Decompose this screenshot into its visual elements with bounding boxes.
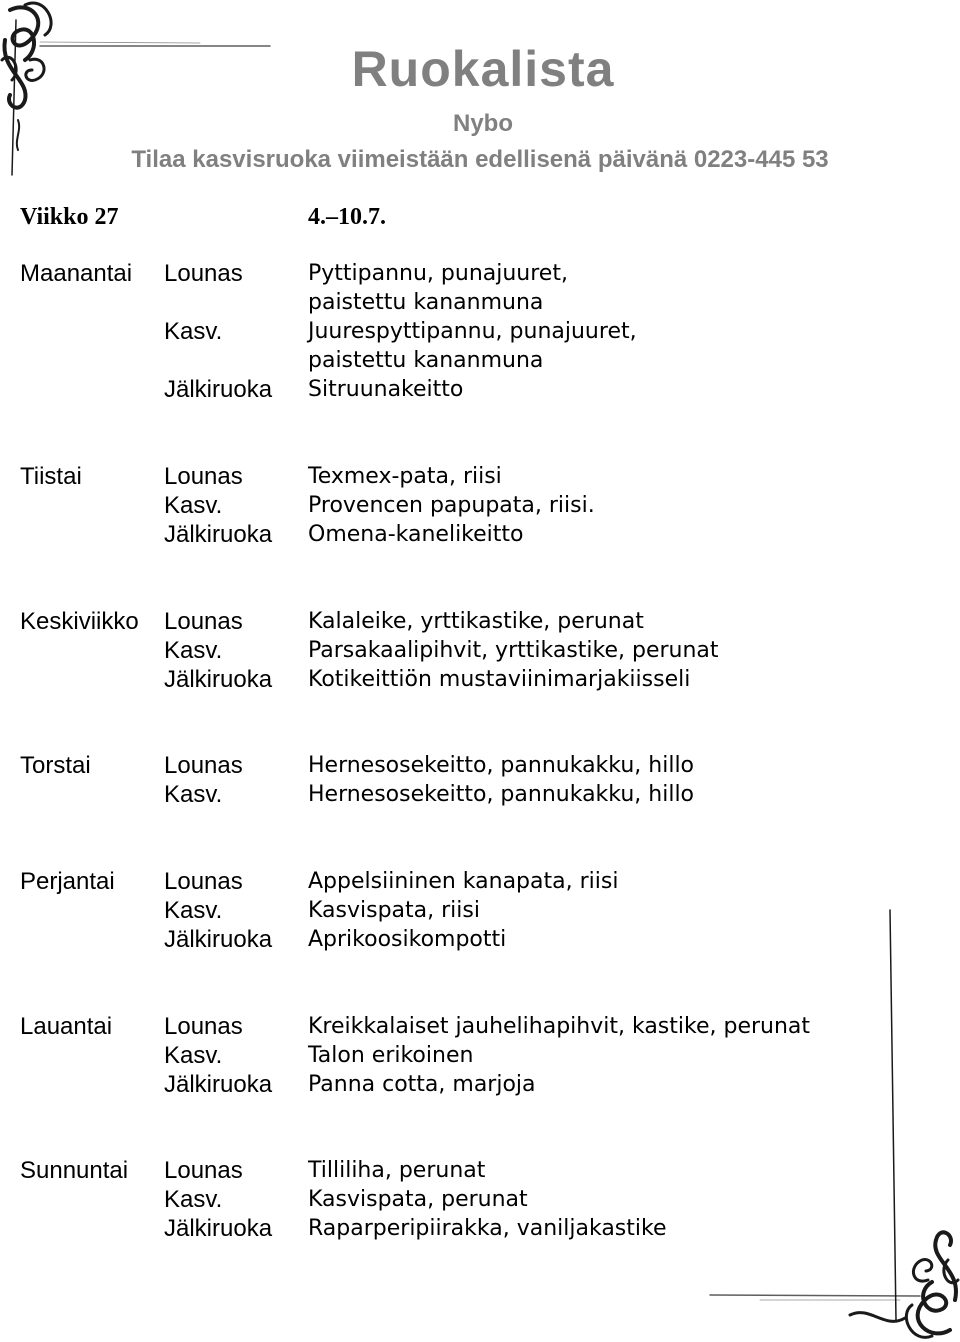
meal-type-dessert: Jälkiruoka — [164, 926, 273, 953]
meal-type-vegetarian: Kasv. — [164, 637, 223, 664]
vegetarian-dish: Kasvispata, perunat — [308, 1187, 528, 1212]
menu-line — [0, 666, 960, 695]
menu-line — [0, 1042, 960, 1071]
week-label: Viikko 27 — [20, 204, 119, 230]
menu-line — [0, 521, 960, 550]
dessert-dish: Panna cotta, marjoja — [308, 1072, 536, 1097]
menu-line — [0, 376, 960, 405]
menu-line — [0, 318, 960, 347]
menu-line — [0, 1186, 960, 1215]
lunch-dish-continued: paistettu kananmuna — [308, 290, 544, 315]
meal-type-lunch: Lounas — [164, 752, 243, 779]
dessert-dish: Sitruunakeitto — [308, 377, 464, 402]
lunch-dish: Tilliliha, perunat — [308, 1158, 486, 1183]
day-name: Keskiviikko — [20, 608, 139, 635]
menu-line — [0, 868, 960, 897]
vegetarian-dish: Hernesosekeitto, pannukakku, hillo — [308, 782, 695, 807]
meal-type-lunch: Lounas — [164, 608, 243, 635]
menu-line — [0, 1157, 960, 1186]
menu-line — [0, 608, 960, 637]
dessert-dish: Omena-kanelikeitto — [308, 522, 524, 547]
menu-line — [0, 260, 960, 289]
meal-type-lunch: Lounas — [164, 1157, 243, 1184]
vegetarian-dish: Talon erikoinen — [308, 1043, 474, 1068]
location-subtitle: Nybo — [453, 110, 513, 137]
order-note: Tilaa kasvisruoka viimeistään edellisenä päivänä 0223-445 53 — [131, 146, 829, 173]
meal-type-lunch: Lounas — [164, 463, 243, 490]
meal-type-vegetarian: Kasv. — [164, 318, 223, 345]
menu-line — [0, 1013, 960, 1042]
meal-type-vegetarian: Kasv. — [164, 1186, 223, 1213]
lunch-dish: Kalaleike, yrttikastike, perunat — [308, 609, 644, 634]
menu-line — [0, 781, 960, 810]
menu-line — [0, 347, 960, 376]
meal-type-dessert: Jälkiruoka — [164, 666, 273, 693]
day-name: Perjantai — [20, 868, 115, 895]
meal-type-dessert: Jälkiruoka — [164, 376, 273, 403]
menu-line — [0, 492, 960, 521]
day-name: Lauantai — [20, 1013, 113, 1040]
meal-type-dessert: Jälkiruoka — [164, 1215, 273, 1242]
menu-line — [0, 926, 960, 955]
meal-type-vegetarian: Kasv. — [164, 492, 223, 519]
meal-type-dessert: Jälkiruoka — [164, 521, 273, 548]
vegetarian-dish: Juurespyttipannu, punajuuret, — [308, 319, 637, 344]
menu-line — [0, 289, 960, 318]
day-name: Maanantai — [20, 260, 133, 287]
vegetarian-dish: Parsakaalipihvit, yrttikastike, perunat — [308, 638, 719, 663]
day-name: Sunnuntai — [20, 1157, 129, 1184]
menu-line — [0, 1071, 960, 1100]
vegetarian-dish: Kasvispata, riisi — [308, 898, 480, 923]
lunch-dish: Pyttipannu, punajuuret, — [308, 261, 568, 286]
dessert-dish: Raparperipiirakka, vaniljakastike — [308, 1216, 667, 1241]
meal-type-lunch: Lounas — [164, 1013, 243, 1040]
dessert-dish: Aprikoosikompotti — [308, 927, 507, 952]
meal-type-lunch: Lounas — [164, 260, 243, 287]
meal-type-vegetarian: Kasv. — [164, 897, 223, 924]
menu-line — [0, 1215, 960, 1244]
menu-line — [0, 897, 960, 926]
lunch-dish: Texmex-pata, riisi — [308, 464, 502, 489]
floral-corner-ornament-icon — [700, 900, 960, 1342]
dessert-dish: Kotikeittiön mustaviinimarjakiisseli — [308, 667, 691, 692]
menu-line — [0, 463, 960, 492]
vegetarian-dish: Provencen papupata, riisi. — [308, 493, 595, 518]
page-title: Ruokalista — [351, 41, 615, 97]
lunch-dish: Kreikkalaiset jauhelihapihvit, kastike, perunat — [308, 1014, 811, 1039]
meal-type-lunch: Lounas — [164, 868, 243, 895]
vegetarian-dish-continued: paistettu kananmuna — [308, 348, 544, 373]
meal-type-vegetarian: Kasv. — [164, 781, 223, 808]
meal-type-dessert: Jälkiruoka — [164, 1071, 273, 1098]
menu-line — [0, 752, 960, 781]
day-name: Tiistai — [20, 463, 82, 490]
week-dates: 4.–10.7. — [308, 204, 386, 230]
day-name: Torstai — [20, 752, 91, 779]
lunch-dish: Appelsiininen kanapata, riisi — [308, 869, 619, 894]
lunch-dish: Hernesosekeitto, pannukakku, hillo — [308, 753, 695, 778]
menu-line — [0, 637, 960, 666]
meal-type-vegetarian: Kasv. — [164, 1042, 223, 1069]
